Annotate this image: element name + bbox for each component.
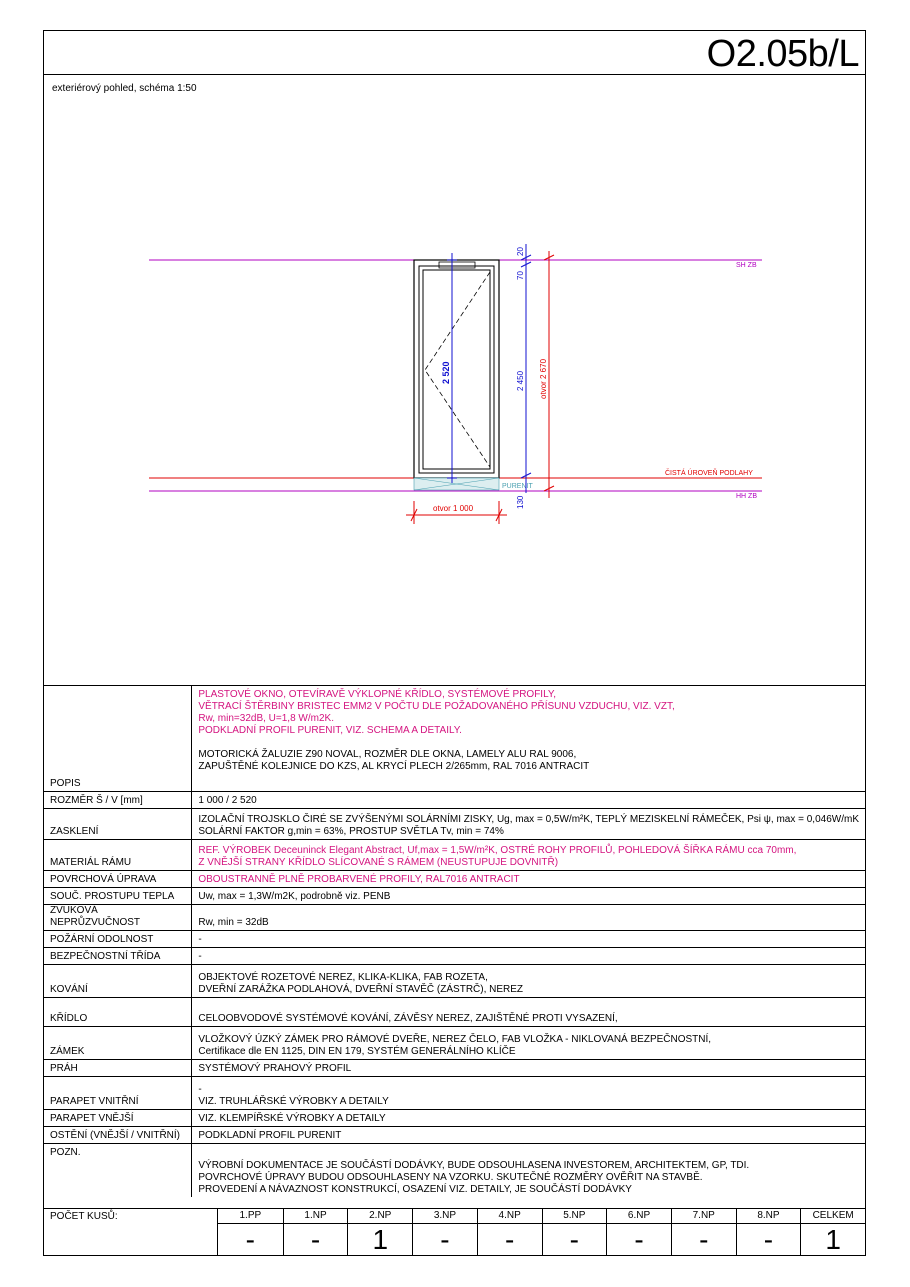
window-sash-inner [423,270,490,469]
spec-value-line: - [198,951,202,962]
spec-value-line [198,737,859,749]
spec-value-line: Rw, min=32dB, U=1,8 W/m2K. [198,713,334,724]
drawing-sheet [43,30,866,1256]
spec-row [44,1027,865,1060]
count-floor-label: 8.NP [757,1210,780,1221]
spec-value-line: PODKLADNÍ PROFIL PURENIT [198,1130,342,1141]
spec-row [44,1077,865,1110]
spec-value-line: OBJEKTOVÉ ROZETOVÉ NEREZ, KLIKA-KLIKA, FAB ROZETA, [198,972,488,983]
spec-value-line: Uw, max = 1,3W/m2K, podrobně viz. PENB [198,891,391,902]
hh-zb-label: HH ZB [736,493,757,500]
spec-value-line: DVEŘNÍ ZARÁŽKA PODLAHOVÁ, DVEŘNÍ STAVĚČ (ZÁSTRČ), NEREZ [198,984,524,995]
spec-label: POVRCHOVÁ ÚPRAVA [44,871,192,888]
spec-value [192,905,865,931]
count-floor-label: 7.NP [692,1210,715,1221]
spec-value [192,931,865,948]
count-cell [736,1208,801,1255]
count-cell [542,1208,607,1255]
count-cell [671,1208,736,1255]
count-value: - [569,1224,579,1255]
spec-value [192,792,865,809]
spec-row [44,792,865,809]
spec-value [192,1027,865,1060]
spec-value-line: 1 000 / 2 520 [198,795,257,806]
spec-row [44,840,865,871]
dim-top: 70 [516,271,525,280]
spec-row [44,1127,865,1144]
count-value: - [440,1224,450,1255]
spec-label: KOVÁNÍ [44,965,192,998]
spec-value-line: VĚTRACÍ ŠTĚRBINY BRISTEC EMM2 V POČTU DLE POŽADOVANÉHO PŘÍSUNU VZDUCHU, VIZ. VZT, [198,701,675,712]
spec-row [44,888,865,905]
count-cell [412,1208,477,1255]
count-floor-label: CELKEM [812,1210,854,1221]
count-label-cell [44,1208,218,1255]
spec-value-line: VIZ. KLEMPÍŘSKÉ VÝROBKY A DETAILY [198,1113,386,1124]
specification-table [44,685,865,1197]
spec-value-line: Z VNĚJŠÍ STRANY KŘÍDLO SLÍCOVANÉ S RÁMEM (NEUSTUPUJE DOVNITŘ) [198,857,559,868]
spec-value-line: POVRCHOVÉ ÚPRAVY BUDOU ODSOUHLASENY NA VZORKU. SKUTEČNÉ ROZMĚRY OVĚŘIT NA STAVBĚ. [198,1171,703,1183]
spec-value-line: VÝROBNÍ DOKUMENTACE JE SOUČÁSTÍ DODÁVKY, BUDE ODSOUHLASENA INVESTOREM, ARCHITEKTEM, GP, TDI. [198,1159,750,1171]
spec-value-line: REF. VÝROBEK Deceuninck Elegant Abstract, Uf,max = 1,5W/m²K, OSTRÉ ROHY PROFILŮ, POHLEDOVÁ ŠÍŘKA RÁMU cca 70mm, [198,845,797,856]
spec-row [44,809,865,840]
spec-row [44,686,865,792]
count-value: - [699,1224,709,1255]
count-value: - [634,1224,644,1255]
count-floor-label: 3.NP [433,1210,457,1221]
spec-value-line: Rw, min = 32dB [198,917,269,928]
count-label: POČET KUSŮ: [50,1211,118,1222]
spec-value [192,809,865,840]
spec-row [44,905,865,931]
spec-value-line: IZOLAČNÍ TROJSKLO ČIRÉ SE ZVÝŠENÝMI SOLÁRNÍMI ZISKY, Ug, max = 0,5W/m²K, TEPLÝ MEZISKELNÍ RÁMEČEK, Psi ψ, max = 0,046W/mK [198,814,859,825]
spec-value-line: - [198,1084,202,1095]
count-cell [283,1208,348,1255]
height-dim-label: 2 520 [441,361,451,384]
spec-value-line: PODKLADNÍ PROFIL PURENIT, VIZ. SCHEMA A DETAILY. [198,725,462,736]
spec-label: PARAPET VNĚJŠÍ [44,1110,192,1127]
spec-value-line: MOTORICKÁ ŽALUZIE Z90 NOVAL, ROZMĚR DLE OKNA, LAMELY ALU RAL 9006, [198,749,577,760]
spec-row [44,965,865,998]
spec-value [192,948,865,965]
spec-label: ZVUKOVÁ NEPRŮZVUČNOST [44,905,192,931]
spec-value-line: - [198,934,202,945]
spec-label: POZN. [44,1144,192,1197]
window-frame [414,260,499,478]
purenit-label: PURENIT [502,483,533,490]
spec-value [192,1110,865,1127]
count-value: 1 [825,1224,841,1255]
spec-row [44,1060,865,1077]
spec-label: SOUČ. PROSTUPU TEPLA [44,888,192,905]
count-floor-label: 1.NP [304,1210,327,1221]
spec-row [44,931,865,948]
count-cell [477,1208,542,1255]
spec-value [192,1077,865,1110]
spec-label: POPIS [44,686,192,792]
count-cell [347,1208,412,1255]
count-cell [218,1208,283,1255]
count-value: - [504,1224,515,1255]
spec-label: PARAPET VNITŘNÍ [44,1077,192,1110]
window-elevation-drawing [44,31,865,691]
count-grid [218,1208,865,1255]
spec-value [192,1127,865,1144]
spec-value-line: CELOOBVODOVÉ SYSTÉMOVÉ KOVÁNÍ, ZÁVĚSY NEREZ, ZAJIŠTĚNÉ PROTI VYSAZENÍ, [198,1013,618,1024]
count-value: 1 [372,1224,389,1255]
spec-value [192,888,865,905]
spec-label: BEZPEČNOSTNÍ TŘÍDA [44,948,192,965]
spec-label: PRÁH [44,1060,192,1077]
spec-value-line: OBOUSTRANNĚ PLNĚ PROBARVENÉ PROFILY, RAL7016 ANTRACIT [198,874,520,885]
spec-value-line: SYSTÉMOVÝ PRAHOVÝ PROFIL [198,1063,352,1074]
opening-width-label: otvor 1 000 [433,504,474,513]
count-value: - [310,1224,321,1255]
spec-value-line: Certifikace dle EN 1125, DIN EN 179, SYSTÉM GENERÁLNÍHO KLÍČE [198,1046,516,1057]
spec-label: OSTĚNÍ (VNĚJŠÍ / VNITŘNÍ) [44,1127,192,1144]
spec-value-line: PLASTOVÉ OKNO, OTEVÍRAVĚ VÝKLOPNÉ KŘÍDLO, SYSTÉMOVÉ PROFILY, [198,689,557,700]
spec-row [44,1110,865,1127]
spec-label: MATERIÁL RÁMU [44,840,192,871]
opening-height-label: otvor 2 670 [539,358,548,399]
spec-label: ZASKLENÍ [44,809,192,840]
spec-value [192,871,865,888]
spec-value [192,686,865,792]
vent-slot [439,262,475,268]
count-value: - [763,1224,774,1255]
spec-value-line: VLOŽKOVÝ ÚZKÝ ZÁMEK PRO RÁMOVÉ DVEŘE, NEREZ ČELO, FAB VLOŽKA - NIKLOVANÁ BEZPEČNOSTNÍ, [198,1034,712,1045]
spec-value [192,840,865,871]
element-code: O2.05b/L [706,33,859,75]
dim-top-small: 20 [516,247,525,256]
count-floor-label: 5.NP [563,1210,586,1221]
spec-label: KŘÍDLO [44,998,192,1027]
count-floor-label: 1.PP [239,1210,262,1221]
count-cell [606,1208,671,1255]
count-floor-label: 4.NP [498,1210,521,1221]
spec-value [192,998,865,1027]
sh-zb-label: SH ZB [736,262,757,269]
spec-value-line: SOLÁRNÍ FAKTOR g,min = 63%, PROSTUP SVĚTLA Tv, min = 74% [198,826,504,837]
spec-value-line: PROVEDENÍ A NÁVAZNOST KONSTRUKCÍ, OSAZENÍ VIZ. DETAILY, JE SOUČÁSTÍ DODÁVKY [198,1183,632,1195]
count-floor-label: 6.NP [627,1210,651,1221]
spec-row [44,998,865,1027]
spec-label: ROZMĚR Š / V [mm] [44,792,192,809]
count-value: - [245,1224,255,1255]
floor-level-label: ČISTÁ ÚROVEŇ PODLAHY [665,470,753,477]
spec-value-line: ZAPUŠTĚNÉ KOLEJNICE DO KZS, AL KRYCÍ PLECH 2/265mm, RAL 7016 ANTRACIT [198,761,590,772]
spec-value [192,965,865,998]
dim-mid: 2 450 [516,370,525,391]
spec-row [44,871,865,888]
spec-row [44,1144,865,1197]
spec-row [44,948,865,965]
spec-value [192,1060,865,1077]
view-subtitle: exteriérový pohled, schéma 1:50 [52,83,197,94]
dim-bottom: 130 [516,495,525,509]
spec-label: POŽÁRNÍ ODOLNOST [44,931,192,948]
count-cell [800,1208,865,1255]
window-sash-outer [419,266,494,473]
spec-value [192,1144,865,1197]
spec-value-line: VIZ. TRUHLÁŘSKÉ VÝROBKY A DETAILY [198,1096,389,1107]
count-floor-label: 2.NP [369,1210,392,1221]
opening-symbol [425,272,490,467]
spec-label: ZÁMEK [44,1027,192,1060]
